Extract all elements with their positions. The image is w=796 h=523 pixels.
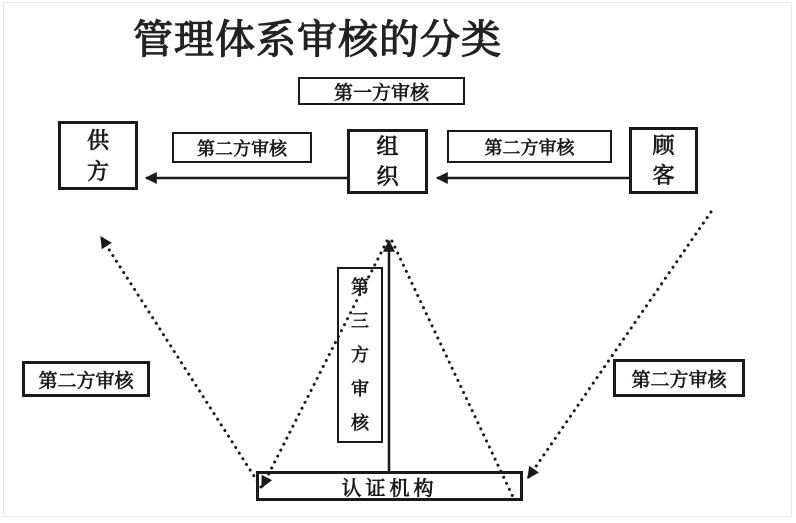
second-party-audit-float-right-text: 第二方审核 [631, 369, 727, 391]
customer-node [629, 127, 698, 194]
dotted-arrow-customer-to-certification [528, 212, 711, 478]
customer-text: 顾客 [652, 132, 675, 188]
certification-body-text: 认证机构 [341, 477, 438, 500]
second-party-audit-float-left-label [22, 361, 150, 397]
supplier-node [58, 121, 138, 190]
organization-text: 组织 [376, 133, 399, 189]
third-party-audit-label [337, 267, 383, 443]
second-party-audit-left-text: 第二方审核 [197, 138, 287, 159]
second-party-audit-float-left-text: 第二方审核 [38, 370, 134, 392]
diagram-title: 管理体系审核的分类 [133, 18, 502, 62]
supplier-text: 供方 [86, 127, 109, 184]
second-party-audit-left-label [172, 132, 312, 163]
first-party-audit-label [298, 77, 465, 105]
second-party-audit-right-text: 第二方审核 [484, 137, 575, 158]
certification-body-node [256, 471, 523, 501]
second-party-audit-float-right-label [613, 359, 745, 397]
second-party-audit-right-label [447, 130, 612, 163]
first-party-audit-text: 第一方审核 [333, 82, 429, 104]
organization-node [347, 129, 428, 194]
third-party-audit-text: 第三方审核 [350, 277, 369, 433]
dotted-line-certification-right-diagonal [392, 241, 513, 497]
